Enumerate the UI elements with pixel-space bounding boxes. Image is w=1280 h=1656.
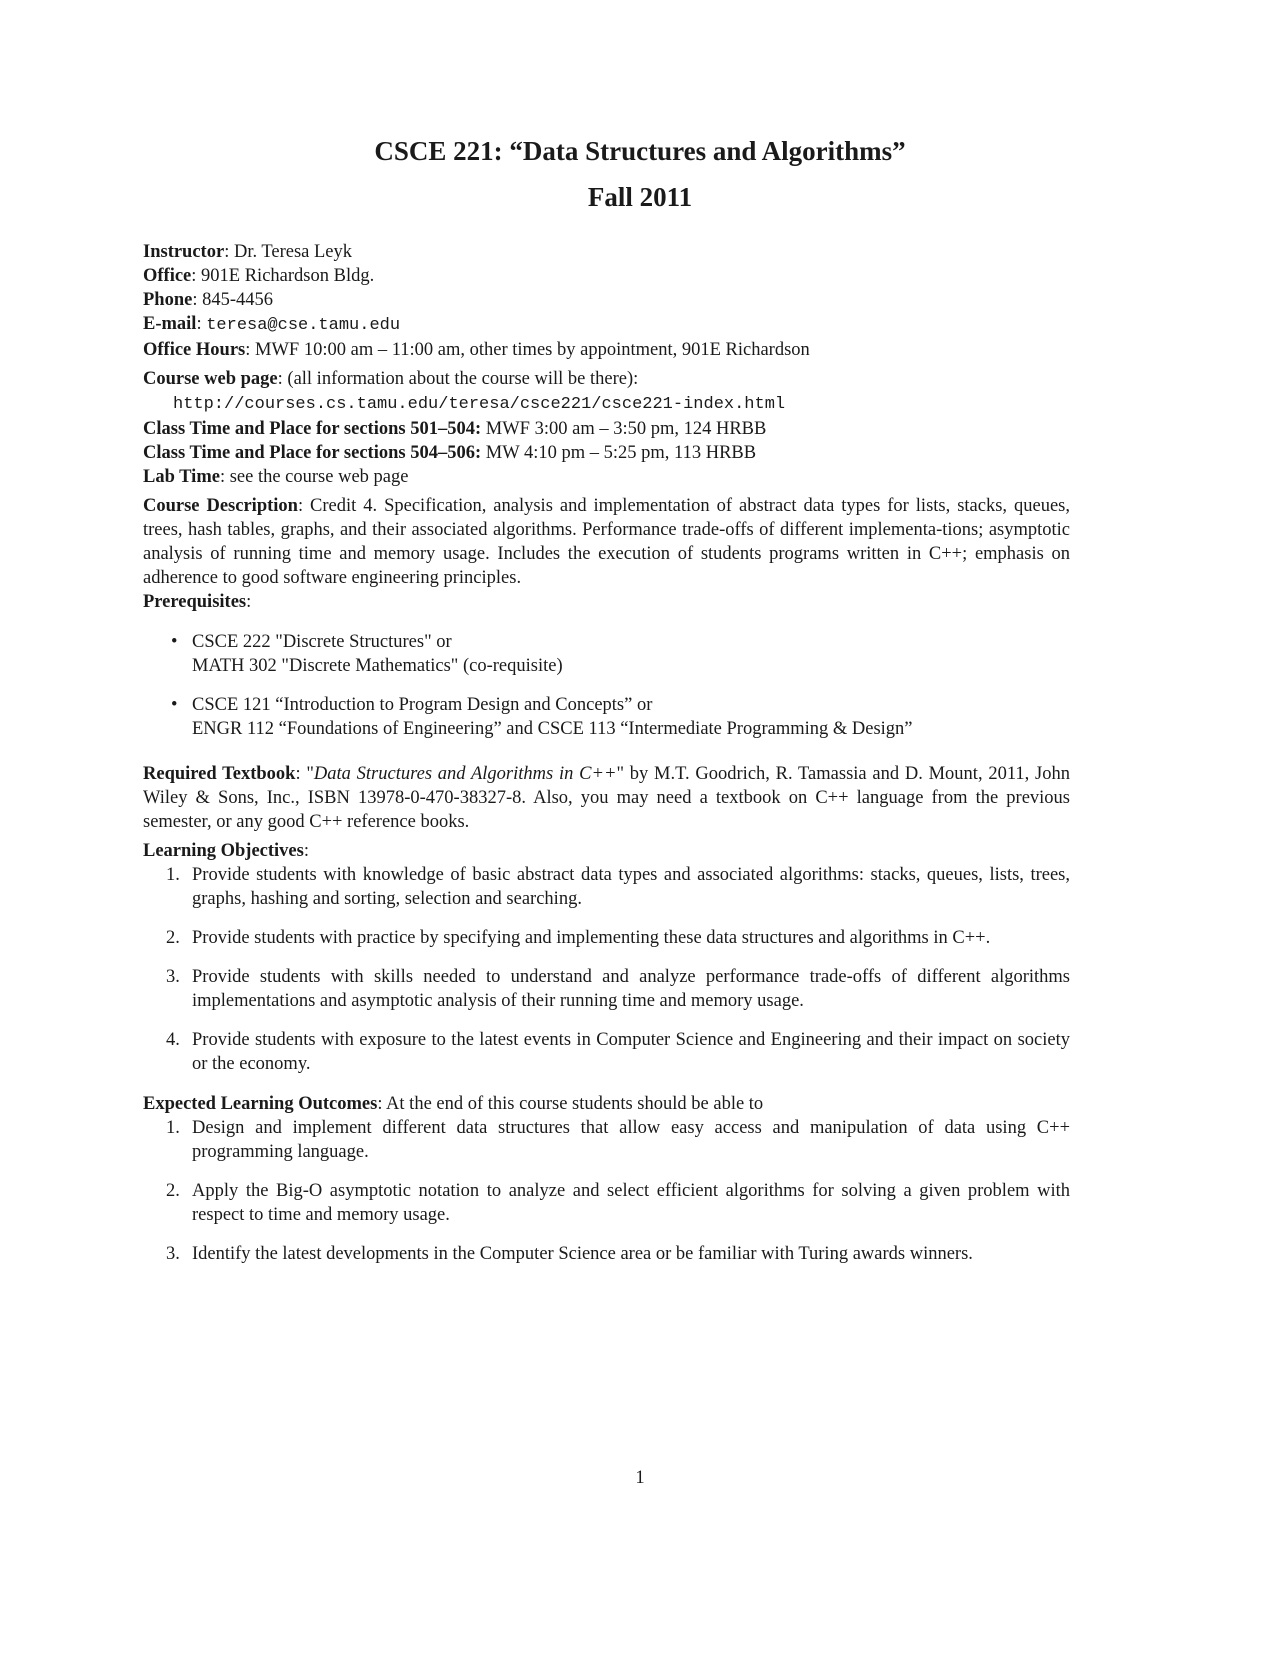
value: : Credit 4. Specification, analysis and implementation of abstract data types for lists, stacks, queues, trees, hash tables, graphs, and their associated algorithms. Performance trade-offs of different implementa-tions; asymptotic analysis of running time and memory usage. Includes the execution of students programs written in C++; emphasis on adherence to good software engineering principles. [143,496,1070,588]
label: E-mail [143,314,197,334]
list-item: 3. Identify the latest developments in the Computer Science area or be familiar with Turing awards winners. [166,1244,973,1264]
text: " by M.T. Goodrich, R. Tamassia and D. Mount, 2011, John Wiley & Sons, Inc., ISBN 13978-0-470-38327-8. Also, you may need a textbook on C++ language from the previous semester, or any good C++ reference books. [143,764,1070,832]
class-time-line [143,441,1070,465]
value: : MWF 10:00 am – 11:00 am, other times by appointment, 901E Richardson [245,340,810,360]
value: : (all information about the course will be there): [277,369,639,389]
label: Learning Objectives [143,841,304,861]
prerequisites-list [143,630,1070,741]
office-hours-line [143,338,1070,362]
label: Class Time and Place for sections 501–504: [143,419,482,439]
text: : " [295,764,314,784]
list-item: 2. Provide students with practice by specifying and implementing these data structures and algorithms in C++. [166,928,991,948]
label: Instructor [143,242,225,262]
text: Apply the Big-O asymptotic notation to analyze and select efficient algorithms for solving a given problem with respect to time and memory usage. [192,1181,1070,1225]
value: MW 4:10 pm – 5:25 pm, 113 HRBB [481,443,757,463]
label: Lab Time [143,467,220,487]
class-time-line [143,417,1070,441]
text: Provide students with practice by specifying and implementing these data structures and algorithms in C++. [192,928,991,948]
outcomes-heading [143,1092,1070,1116]
lab-time-line [143,465,1070,489]
line: • CSCE 222 "Discrete Structures" or [192,632,452,652]
text: Identify the latest developments in the Computer Science area or be familiar with Turing awards winners. [192,1244,973,1264]
text: Provide students with skills needed to understand and analyze performance trade-offs of different algorithms implementations and asymptotic analysis of their running time and memory usage. [192,967,1070,1011]
syllabus-body [143,240,1070,1266]
list-item: 1. Provide students with knowledge of basic abstract data types and associated algorithms: stacks, queues, lists, trees, graphs, hashing and sorting, selection and searching. [166,865,1070,909]
text: Design and implement different data structures that allow easy access and manipulation of data using C++ programming language. [192,1118,1070,1162]
text: Provide students with exposure to the latest events in Computer Science and Engineering and their impact on society or the economy. [192,1030,1070,1074]
value: : 901E Richardson Bldg. [191,266,375,286]
label: Office Hours [143,340,246,360]
value: : 845-4456 [192,290,274,310]
web-page-line [143,367,1070,391]
list-item: 1. Design and implement different data structures that allow easy access and manipulation of data using C++ programming language. [166,1118,1070,1162]
list-item [143,630,1070,678]
label: Course Description [143,496,298,516]
label: Required Textbook [143,764,296,784]
list-item: 4. Provide students with exposure to the latest events in Computer Science and Engineering and their impact on society or the economy. [166,1030,1070,1074]
instructor-line [143,240,1070,264]
document-subtitle: Fall 2011 [587,182,693,212]
course-url-link[interactable]: http://courses.cs.tamu.edu/teresa/csce221/csce221-index.html [173,395,786,414]
label: Expected Learning Outcomes [143,1094,378,1114]
phone-line [143,288,1070,312]
text: : At the end of this course students should be able to [377,1094,764,1114]
list-item [143,693,1070,741]
value: : see the course web page [219,467,409,487]
email-link[interactable]: teresa@cse.tamu.edu [206,316,401,335]
line: MATH 302 "Discrete Mathematics" (co-requisite) [192,656,563,676]
objectives-list [143,863,1070,1076]
label: Office [143,266,192,286]
line: • CSCE 121 “Introduction to Program Design and Concepts” or [192,695,653,715]
label: Phone [143,290,193,310]
line: ENGR 112 “Foundations of Engineering” and CSCE 113 “Intermediate Programming & Design” [192,719,913,739]
book-title: Data Structures and Algorithms in C++ [313,764,617,784]
page-number: 1 [635,1468,645,1488]
office-line [143,264,1070,288]
value: MWF 3:00 am – 3:50 pm, 124 HRBB [481,419,767,439]
label: Class Time and Place for sections 504–506: [143,443,482,463]
document-title: CSCE 221: “Data Structures and Algorithms” [374,136,906,166]
web-url-line [143,391,1070,417]
course-description [143,494,1070,590]
required-textbook [143,762,1070,834]
prerequisites-heading: Prerequisites: [143,592,252,612]
objectives-heading: Learning Objectives: [143,841,309,861]
text: Provide students with knowledge of basic abstract data types and associated algorithms: stacks, queues, lists, trees, graphs, hashing and sorting, selection and searching. [192,865,1070,909]
label: Course web page [143,369,278,389]
outcomes-list [143,1116,1070,1266]
value: : Dr. Teresa Leyk [224,242,353,262]
list-item: 2. Apply the Big-O asymptotic notation to analyze and select efficient algorithms for solving a given problem with respect to time and memory usage. [166,1181,1070,1225]
label: Prerequisites [143,592,247,612]
email-line: E-mail: teresa@cse.tamu.edu [143,314,401,335]
list-item: 3. Provide students with skills needed to understand and analyze performance trade-offs of different algorithms implementations and asymptotic analysis of their running time and memory usage. [166,967,1070,1011]
